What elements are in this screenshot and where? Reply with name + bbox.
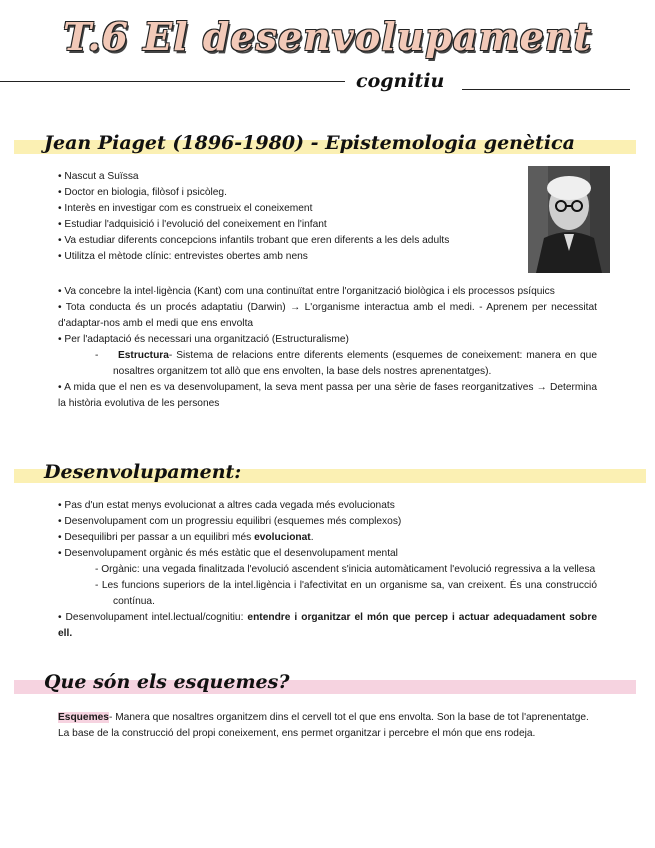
section-heading-desenvolupament: Desenvolupament: bbox=[44, 461, 242, 483]
list-item bbox=[58, 610, 597, 642]
esquemes-block bbox=[58, 710, 603, 742]
list-item-text: . bbox=[310, 532, 314, 543]
list-item: • Desenvolupament orgànic és més estàtic que el desenvolupament mental bbox=[58, 548, 398, 559]
estructura-definition: - Sistema de relacions entre diferents elements (esquemes de coneixement: manera en que nosaltres organitzem tot allò que ens envolten, la base dels nostres aprenentatges). bbox=[113, 350, 597, 377]
title-divider-left bbox=[0, 81, 345, 82]
piaget-theory-block bbox=[58, 284, 597, 412]
list-item-text: • Desequilibri per passar a un equilibri més bbox=[58, 532, 255, 543]
estructura-item bbox=[58, 348, 597, 380]
section-heading-piaget: Jean Piaget (1896-1980) - Epistemologia genètica bbox=[44, 132, 575, 154]
sub-item-funcions: - Les funcions superiors de la intel.ligència i l'afectivitat en un organisme sa, van creixent. És una construcció contínua. bbox=[95, 580, 597, 607]
page-subtitle: cognitiu bbox=[356, 70, 445, 92]
list-item: • Doctor en biologia, filòsof i psicòleg. bbox=[58, 187, 227, 198]
list-item: • Nascut a Suïssa bbox=[58, 171, 139, 182]
list-item: • Interès en investigar com es construeix el coneixement bbox=[58, 203, 313, 214]
dash-marker: - bbox=[95, 350, 99, 361]
list-item: • Va estudiar diferents concepcions infantils trobant que eren diferents a les dels adults bbox=[58, 235, 450, 246]
paragraph: La base de la construcció del propi coneixement, ens permet organitzar i percebre el món que ens rodeja. bbox=[58, 728, 536, 739]
piaget-bio-list bbox=[58, 169, 518, 265]
list-item: • Estudiar l'adquisició i l'evolució del coneixement en l'infant bbox=[58, 219, 327, 230]
list-item: • Desenvolupament com un progressiu equilibri (esquemes més complexos) bbox=[58, 516, 402, 527]
sub-item-organic: - Orgànic: una vegada finalitzada l'evolució ascendent s'inicia automàticament l'evolució regressiva a la vellesa bbox=[95, 564, 596, 575]
estructura-term: Estructura bbox=[117, 350, 169, 361]
esquemes-definition: - Manera que nosaltres organitzem dins el cervell tot el que ens envolta. Son la base de tot l'aprenentatge. bbox=[108, 712, 589, 723]
list-item-text: • Desenvolupament intel.lectual/cognitiu: bbox=[58, 612, 248, 623]
paragraph bbox=[58, 710, 603, 726]
page-title: T.6 El desenvolupament bbox=[62, 14, 593, 59]
section-heading-esquemes: Que són els esquemes? bbox=[44, 671, 290, 693]
paragraph: • Va concebre la intel·ligència (Kant) com una continuïtat entre l'organització biològica i els processos psíquics bbox=[58, 286, 555, 297]
list-item: • Utilitza el mètode clínic: entrevistes obertes amb nens bbox=[58, 251, 308, 262]
list-item: • Pas d'un estat menys evolucionat a altres cada vegada més evolucionats bbox=[58, 500, 395, 511]
paragraph: • Tota conducta és un procés adaptatiu (Darwin) → L'organisme interactua amb el medi. - Aprenem per necessitat d'adaptar-nos amb el medi que ens envolta bbox=[58, 302, 597, 329]
emphasis-text: evolucionat bbox=[254, 532, 311, 543]
esquemes-term: Esquemes bbox=[58, 712, 109, 723]
paragraph: • A mida que el nen es va desenvolupament, la seva ment passa per una sèrie de fases reorganitzatives → Determina la història evolutiva de les persones bbox=[58, 382, 597, 409]
title-divider-right bbox=[462, 89, 630, 90]
list-item bbox=[58, 530, 597, 546]
emphasis-text: entendre i organitzar el món que percep i actuar adequadament sobre ell. bbox=[58, 612, 597, 639]
paragraph: • Per l'adaptació és necessari una organització (Estructuralisme) bbox=[58, 334, 349, 345]
desenvolupament-list bbox=[58, 498, 597, 642]
piaget-portrait-photo bbox=[528, 166, 610, 273]
